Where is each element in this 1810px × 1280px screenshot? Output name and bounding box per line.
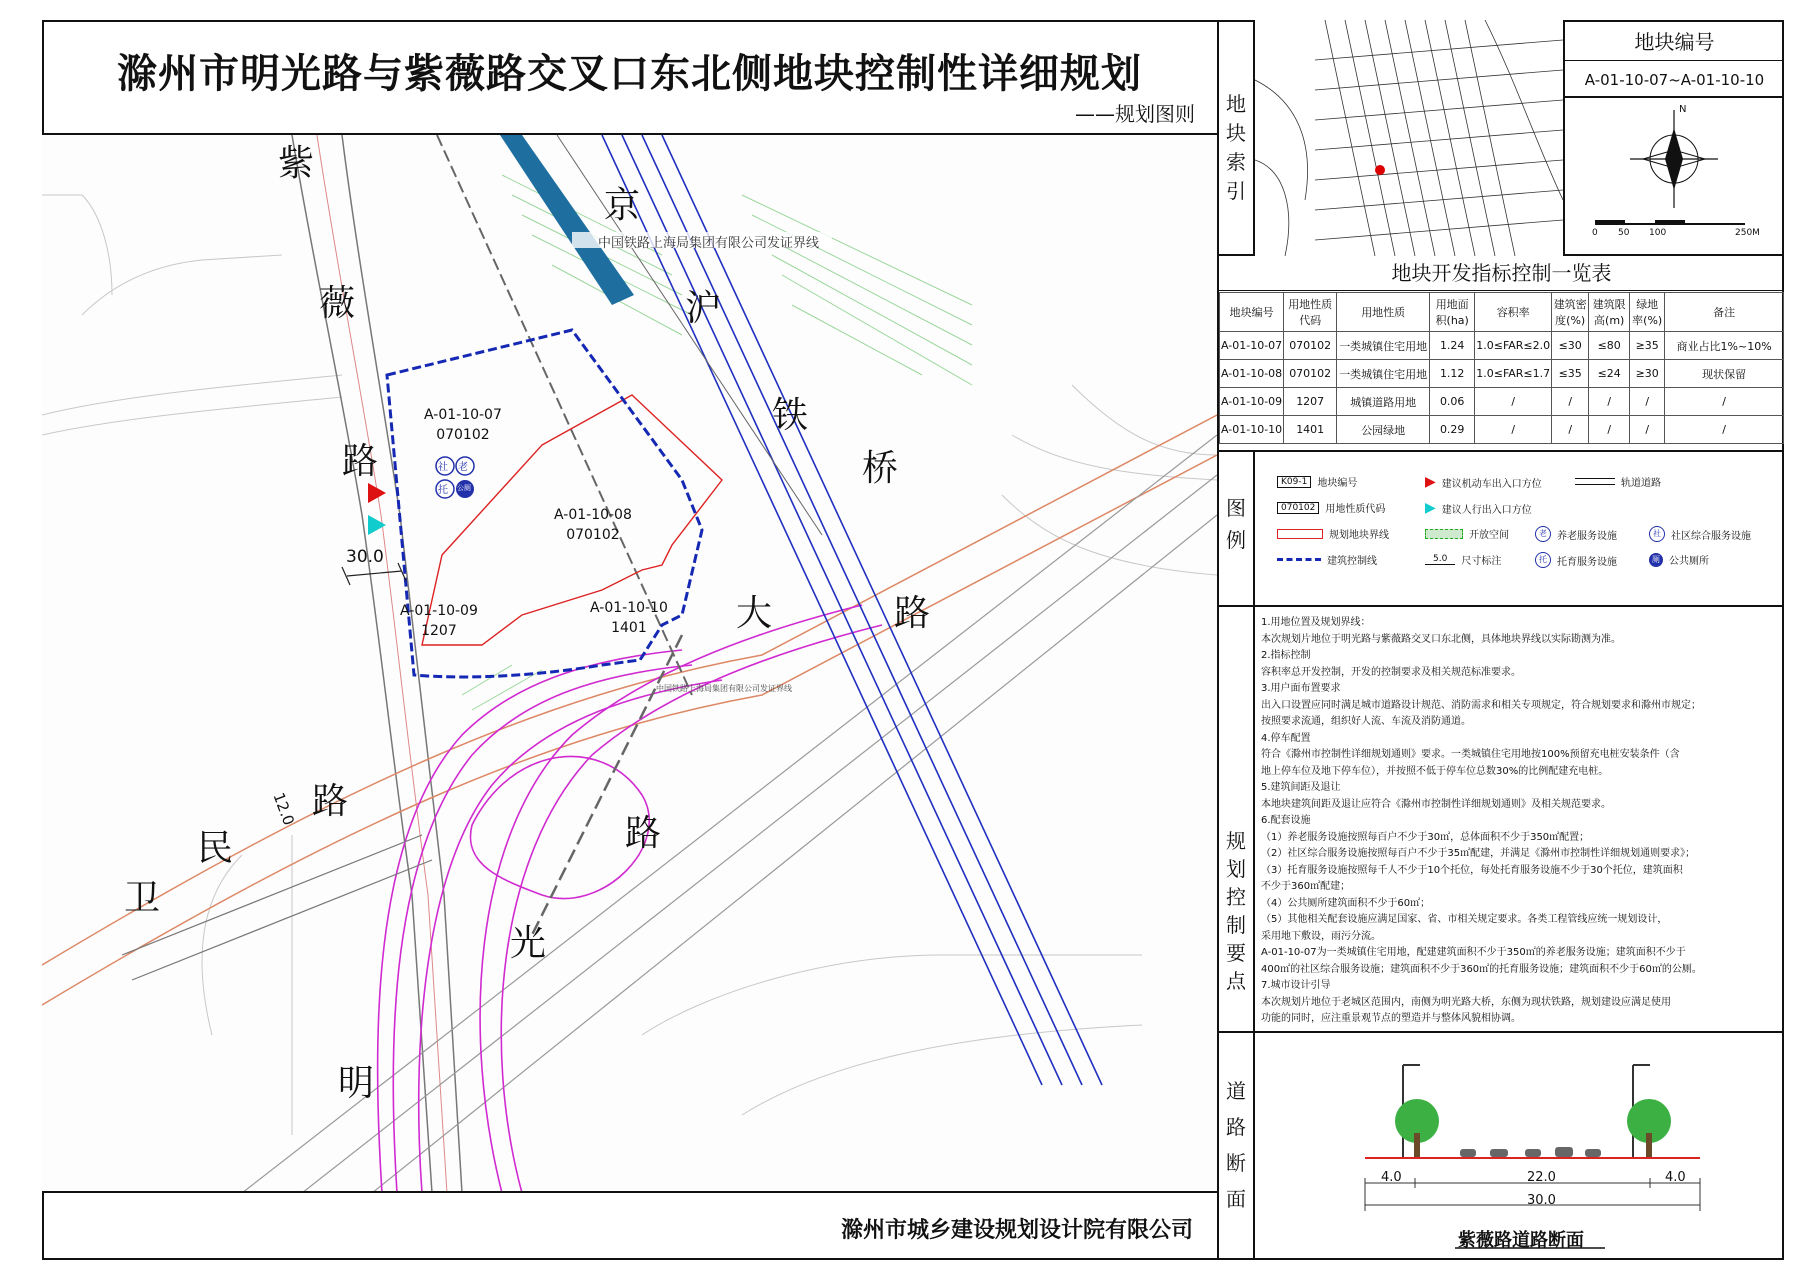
table-row: A-01-10-09 1207 城镇道路用地 0.06 / / / / /: [1220, 388, 1784, 416]
table-row: A-01-10-08 070102 一类城镇住宅用地 1.12 1.0≤FAR≤1.7 ≤35 ≤24 ≥30 现状保留: [1220, 360, 1784, 388]
control-note-line: 本次规划片地位于老城区范围内，南侧为明光路大桥，东侧为现状铁路，规划建设应满足使用: [1261, 996, 1671, 1008]
road-label-weimin-min: 民: [197, 828, 234, 869]
control-note-line: 符合《滁州市控制性详细规划通则》要求。一类城镇住宅用地按100%预留充电桩安装条件（含: [1261, 749, 1680, 760]
control-note-line: （5）其他相关配套设施应满足国家、省、市相关规定要求。各类工程管线应统一规划设计，: [1261, 914, 1668, 925]
control-note-line: 采用地下敷设，雨污分流。: [1261, 930, 1381, 942]
dim-sidewalk-right: 4.0: [1665, 1170, 1686, 1185]
north-label: N: [1679, 104, 1687, 115]
table-row: A-01-10-10 1401 公园绿地 0.29 / / / / /: [1220, 416, 1784, 444]
dim-sidewalk-left: 4.0: [1381, 1170, 1402, 1185]
footer: [42, 1193, 1217, 1260]
scale-250: 250M: [1735, 228, 1760, 238]
parcel-09-label: A-01-10-09 1207: [400, 603, 478, 639]
legend-elderly: 老 养老服务设施: [1535, 526, 1617, 542]
road-section: [1219, 1033, 1784, 1260]
control-note-line: 2.指标控制: [1261, 650, 1311, 661]
road-label-hu: 沪: [685, 288, 722, 329]
legend-building-line: 建筑控制线: [1277, 552, 1377, 567]
control-notes: [1261, 615, 1771, 1028]
right-panel: [1217, 20, 1784, 1260]
indicator-header-row: 地块编号 用地性质代码 用地性质 用地面积(ha) 容积率 建筑密度(%) 建筑限高(m) 绿地率(%) 备注: [1220, 293, 1784, 332]
road-label-qiao: 桥: [862, 448, 899, 489]
legend-vehicle-entrance: ▶ 建议机动车出入口方位: [1425, 474, 1542, 490]
childcare-service-icon: 托: [438, 485, 448, 496]
road-label-guang: 光: [510, 923, 547, 964]
index-label: 地块索引: [1226, 92, 1246, 203]
control-note-line: 出入口设置应同时满足城市道路设计规范、消防需求和相关专项规定，符合规划要求和滁州市规定；: [1261, 699, 1701, 711]
legend-community: 社 社区综合服务设施: [1649, 526, 1751, 542]
parcel-08-label: A-01-10-08 070102: [554, 507, 632, 543]
control-note-line: A-01-10-07为一类城镇住宅用地，配建建筑面积不少于350㎡的养老服务设施；建筑面积不少于: [1261, 947, 1686, 958]
road-label-zi: 紫: [278, 143, 315, 184]
control-note-line: 1.用地位置及规划界线：: [1261, 617, 1371, 628]
road-label-dalu: 路: [894, 593, 931, 634]
rail-boundary-label-small: 中国铁路上海局集团有限公司发证界线: [656, 684, 792, 693]
control-note-line: 容积率总开发控制，开发的控制要求及相关规范标准要求。: [1261, 666, 1521, 678]
control-note-line: 地上停车位及地下停车位），并按照不低于停车位总数30%的比例配建充电桩。: [1261, 765, 1609, 777]
index-section: [1219, 20, 1784, 256]
table-row: A-01-10-07 070102 一类城镇住宅用地 1.24 1.0≤FAR≤2.0 ≤30 ≤80 ≥35 商业占比1%~10%: [1220, 332, 1784, 360]
control-note-line: （3）托育服务设施按照每千人不少于10个托位，每处托育服务设施不少于30个托位，建筑面积: [1261, 864, 1683, 876]
plan-map[interactable]: [42, 135, 1217, 1193]
north-arrow: [1563, 98, 1784, 256]
road-label-tie: 铁: [772, 395, 809, 436]
control-section: [1219, 607, 1784, 1033]
parcel-10-label: A-01-10-10 1401: [590, 600, 668, 636]
scale-100: 100: [1649, 228, 1667, 238]
dim-carriageway: 22.0: [1527, 1170, 1556, 1185]
control-note-line: 4.停车配置: [1261, 732, 1311, 744]
public-toilet-icon: 公厕: [457, 484, 471, 492]
dimension-value: 30.0: [346, 547, 384, 567]
control-label: 规划控制要点: [1226, 829, 1246, 993]
road-label-ming: 明: [338, 1063, 375, 1104]
elderly-service-icon: 老: [458, 462, 468, 473]
road-section-label: 道路断面: [1226, 1079, 1246, 1211]
control-note-line: 6.配套设施: [1261, 815, 1311, 826]
control-note-line: （4）公共厕所建筑面积不少于60㎡；: [1261, 897, 1431, 909]
weimin-width-label: 12.0: [269, 790, 298, 828]
road-section-caption: 紫薇路道路断面: [1458, 1230, 1584, 1251]
road-label-weimin-lu: 路: [312, 781, 349, 822]
company-name: 滁州市城乡建设规划设计院有限公司: [840, 1218, 1193, 1243]
control-note-line: 功能的同时，应注重景观节点的塑造并与整体风貌相协调。: [1261, 1013, 1521, 1024]
legend-parcel-line: 规划地块界线: [1277, 526, 1389, 541]
control-note-line: 不少于360㎡配建；: [1261, 881, 1351, 892]
road-label-da: 大: [736, 593, 773, 634]
control-note-line: 400㎡的社区综合服务设施；建筑面积不少于360㎡的托育服务设施；建筑面积不少于60㎡的公厕。: [1261, 963, 1702, 975]
scale-0: 0: [1592, 228, 1598, 238]
legend-block-number: K09-1 地块编号: [1277, 474, 1357, 489]
parcel-07-label: A-01-10-07 070102: [424, 407, 502, 443]
legend-pedestrian-entrance: ▶ 建议人行出入口方位: [1425, 500, 1532, 516]
legend-toilet: 厕 公共厕所: [1649, 552, 1709, 567]
control-note-line: （1）养老服务设施按照每百户不少于30㎡，总体面积不少于350㎡配置；: [1261, 831, 1590, 843]
control-note-line: 按照要求流通，组织好人流、车流及消防通道。: [1261, 716, 1471, 727]
location-thumbnail: [1255, 20, 1563, 256]
control-note-line: 本地块建筑间距及退让应符合《滁州市控制性详细规划通则》及相关规范要求。: [1261, 798, 1611, 810]
page-title: 滁州市明光路与紫薇路交叉口东北侧地块控制性详细规划: [117, 51, 1142, 97]
indicator-table: [1219, 292, 1784, 444]
legend-section: [1219, 452, 1784, 607]
control-note-line: 3.用户面布置要求: [1261, 683, 1341, 694]
legend-open-space: 开放空间: [1425, 526, 1509, 541]
indicator-section: [1219, 256, 1784, 452]
road-label-guangming-lu: 路: [625, 813, 662, 854]
control-note-line: 7.城市设计引导: [1261, 980, 1331, 991]
page-subtitle: ——规划图则: [1075, 102, 1195, 126]
road-label-lu: 路: [342, 441, 379, 482]
road-label-weimin-wei: 卫: [124, 878, 161, 919]
rail-boundary-label: 中国铁路上海局集团有限公司发证界线: [598, 236, 820, 251]
control-note-line: 本次规划片地位于明光路与紫薇路交叉口东北侧，具体地块界线以实际勘测为准。: [1261, 633, 1621, 645]
community-service-icon: 社: [438, 462, 448, 473]
control-note-line: （2）社区综合服务设施按照每百户不少于35㎡配建，并满足《滁州市控制性详细规划通则要求》；: [1261, 848, 1696, 859]
dim-total: 30.0: [1527, 1193, 1556, 1208]
indicator-title: 地块开发指标控制一览表: [1219, 256, 1784, 291]
legend-rail-road: 轨道道路: [1575, 474, 1661, 489]
legend-use-code: 070102 用地性质代码: [1277, 500, 1385, 515]
legend-childcare: 托 托育服务设施: [1535, 552, 1617, 568]
scale-50: 50: [1618, 228, 1630, 238]
title-block: [42, 20, 1217, 135]
block-number-box: 地块编号 A-01-10-07~A-01-10-10: [1563, 20, 1784, 98]
legend-dimension: 5.0 尺寸标注: [1425, 552, 1501, 567]
road-label-wei: 薇: [319, 283, 356, 324]
legend-label: 图例: [1226, 496, 1246, 552]
road-label-jing: 京: [604, 185, 641, 226]
control-note-line: 5.建筑间距及退让: [1261, 782, 1341, 793]
